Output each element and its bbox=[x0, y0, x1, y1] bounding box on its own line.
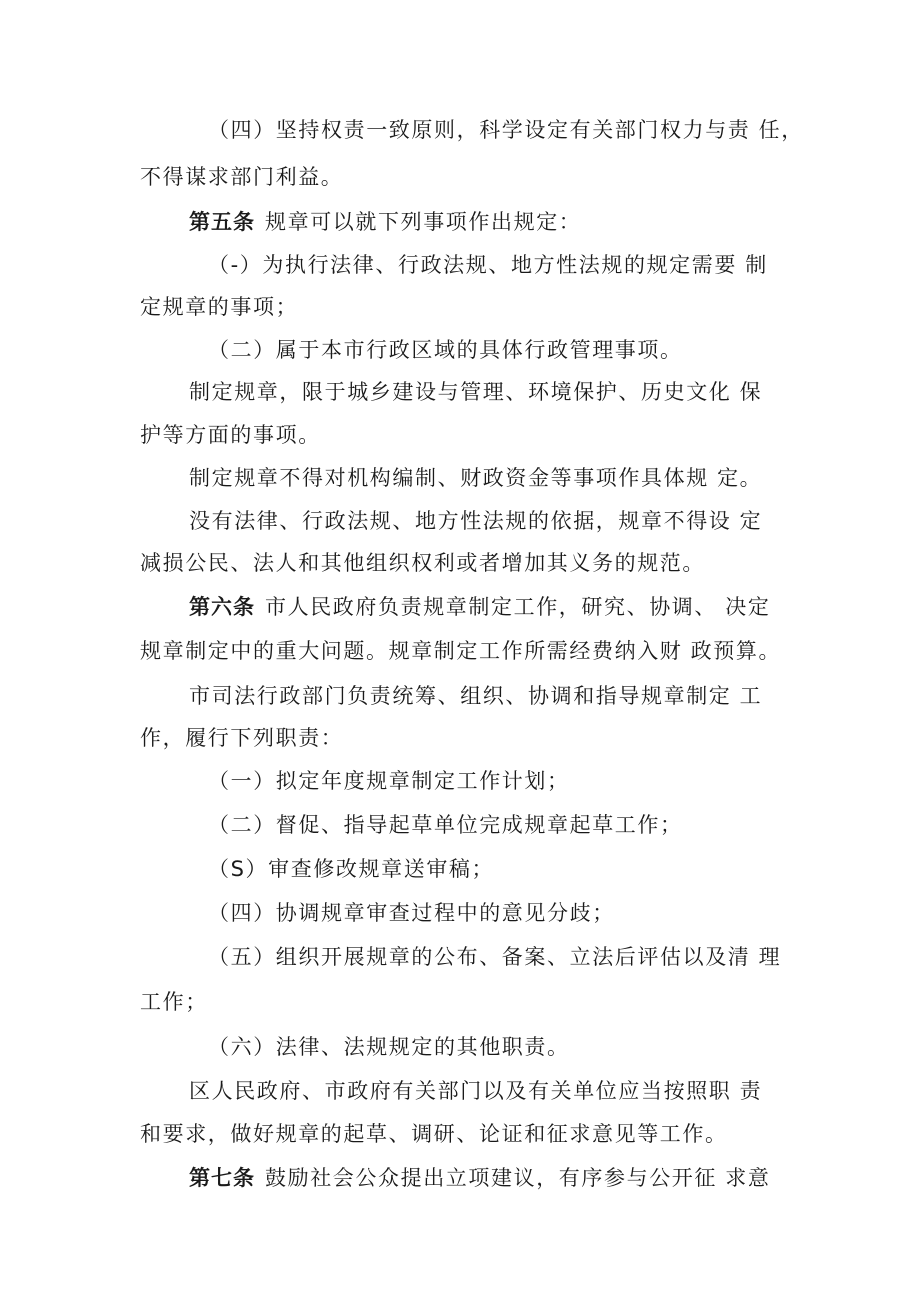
text-line: 作，履行下列职责： bbox=[140, 726, 344, 750]
text-line: 工作； bbox=[140, 990, 208, 1014]
text-line: （一）拟定年度规章制定工作计划； bbox=[208, 769, 570, 793]
text-line: 规章可以就下列事项作出规定： bbox=[265, 210, 582, 234]
text-line: （四）协调规章审查过程中的意见分歧； bbox=[208, 901, 615, 925]
text-line: 和要求，做好规章的起草、调研、论证和征求意见等工作。 bbox=[140, 1122, 728, 1146]
text-line: （二）督促、指导起草单位完成规章起草工作； bbox=[208, 813, 683, 837]
text-line: 制定规章，限于城乡建设与管理、环境保护、历史文化 保 bbox=[189, 380, 763, 404]
article-number: 第七条 bbox=[189, 1166, 255, 1190]
article-paragraph bbox=[189, 593, 770, 621]
text-line: （五）组织开展规章的公布、备案、立法后评估以及清 理 bbox=[208, 945, 782, 969]
text-line: 定规章的事项； bbox=[140, 295, 299, 319]
text-line: （-）为执行法律、行政法规、地方性法规的规定需要 制 bbox=[208, 253, 768, 277]
text-line: 不得谋求部门利益。 bbox=[140, 165, 344, 189]
text-line: 没有法律、行政法规、地方性法规的依据，规章不得设 定 bbox=[189, 509, 763, 533]
text-line: 护等方面的事项。 bbox=[140, 423, 321, 447]
text-line: （二）属于本市行政区域的具体行政管理事项。 bbox=[208, 338, 683, 362]
article-paragraph bbox=[189, 1164, 770, 1192]
text-line: 市司法行政部门负责统筹、组织、协调和指导规章制定 工 bbox=[189, 684, 763, 708]
text-line: 鼓励社会公众提出立项建议，有序参与公开征 求意 bbox=[265, 1166, 771, 1190]
text-line: （S）审查修改规章送审稿； bbox=[208, 857, 495, 881]
article-paragraph bbox=[189, 208, 581, 236]
text-line: （六）法律、法规规定的其他职责。 bbox=[208, 1035, 570, 1059]
text-line: 规章制定中的重大问题。规章制定工作所需经费纳入财 政预算。 bbox=[140, 639, 782, 663]
text-line: 区人民政府、市政府有关部门以及有关单位应当按照职 责 bbox=[189, 1079, 763, 1103]
text-line: 制定规章不得对机构编制、财政资金等事项作具体规 定。 bbox=[189, 466, 763, 490]
text-line: 减损公民、法人和其他组织权利或者增加其义务的规范。 bbox=[140, 551, 705, 575]
article-number: 第六条 bbox=[189, 595, 255, 619]
text-line: 市人民政府负责规章制定工作，研究、协调、 决定 bbox=[265, 595, 771, 619]
article-number: 第五条 bbox=[189, 210, 255, 234]
text-line: （四）坚持权责一致原则，科学设定有关部门权力与责 任， bbox=[208, 118, 804, 142]
